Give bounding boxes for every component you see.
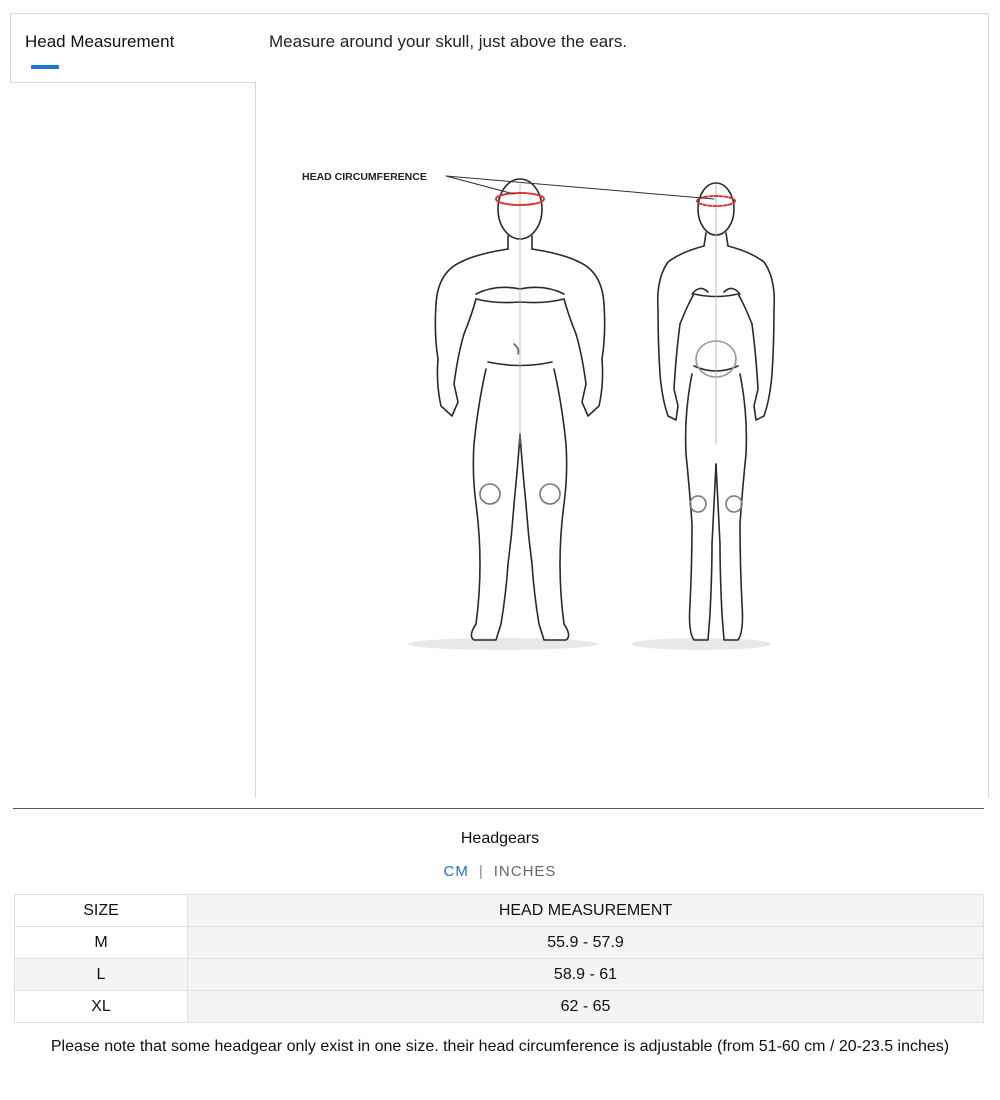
active-tab-indicator [31, 65, 59, 69]
measurement-cell: 58.9 - 61 [188, 959, 984, 991]
column-header-head-measurement: HEAD MEASUREMENT [188, 895, 984, 927]
size-cell: M [15, 927, 188, 959]
size-note: Please note that some headgear only exist in one size. their head circumference is adjustable (from 51-60 cm / 20-23.5 inches) [50, 1038, 950, 1055]
headgears-title: Headgears [460, 830, 540, 847]
size-cell: XL [15, 991, 188, 1023]
measurement-guide [10, 13, 989, 797]
tab-head-measurement[interactable] [10, 13, 256, 83]
unit-cm-button[interactable]: CM [443, 863, 469, 880]
size-table [14, 894, 984, 1023]
unit-separator: | [478, 863, 484, 880]
table-header-row [15, 895, 984, 927]
size-cell: L [15, 959, 188, 991]
female-figure [658, 183, 775, 640]
unit-inches-button[interactable]: INCHES [493, 863, 557, 880]
column-header-size: SIZE [15, 895, 188, 927]
guide-content-panel [256, 13, 989, 798]
head-circumference-label: HEAD CIRCUMFERENCE [302, 171, 427, 183]
table-row [15, 991, 984, 1023]
male-figure [435, 179, 604, 640]
guide-description: Measure around your skull, just above the ears. [269, 32, 628, 51]
section-divider [13, 808, 984, 809]
measurement-cell: 55.9 - 57.9 [188, 927, 984, 959]
guide-tab-column [10, 13, 256, 797]
table-row [15, 927, 984, 959]
table-row [15, 959, 984, 991]
measurement-cell: 62 - 65 [188, 991, 984, 1023]
unit-toggle [0, 863, 1000, 880]
tab-label: Head Measurement [25, 32, 175, 51]
body-measurement-illustration [296, 144, 836, 664]
